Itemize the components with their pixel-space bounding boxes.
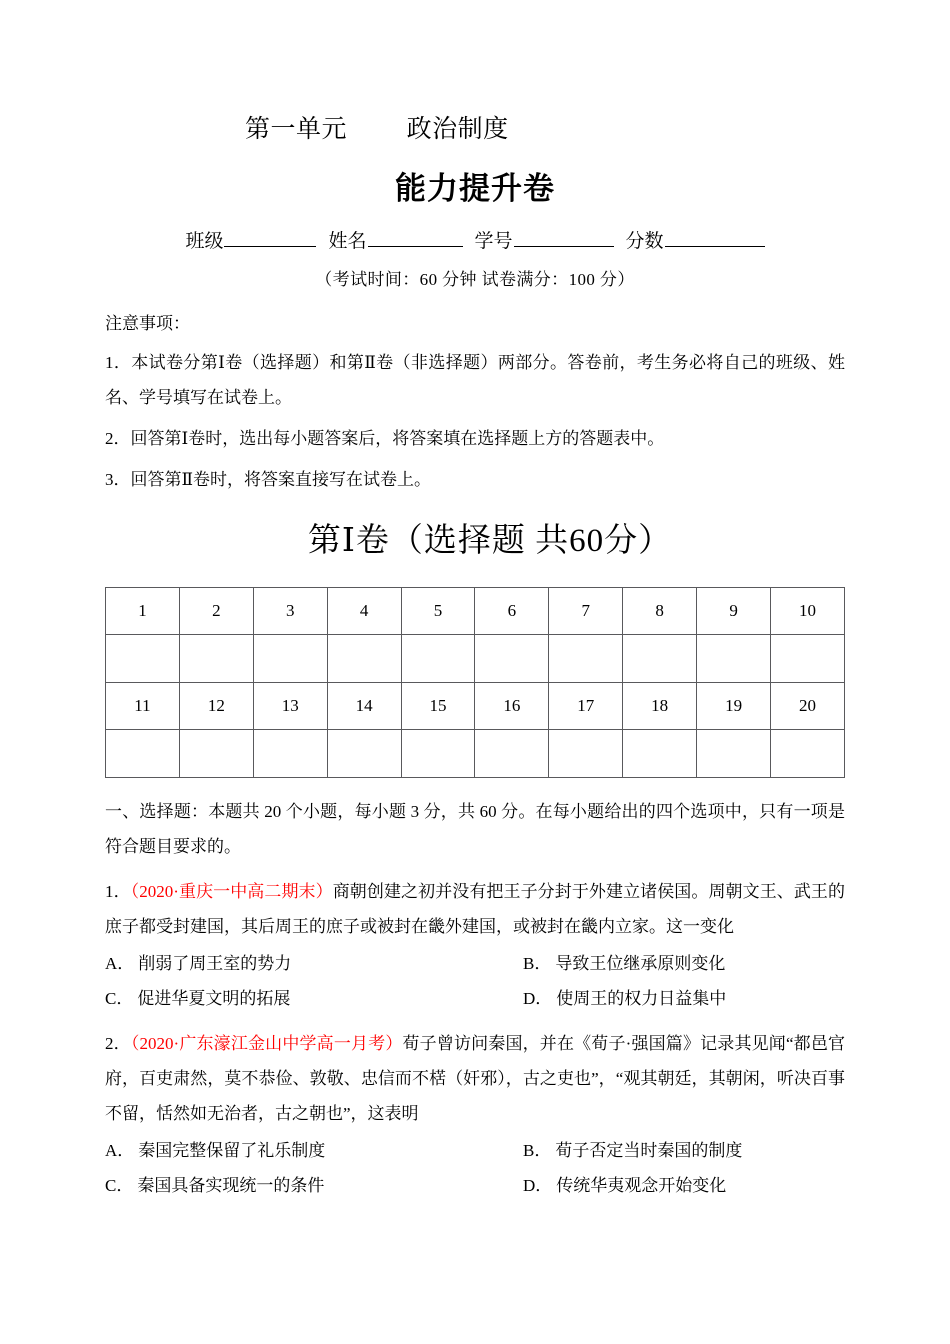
- question-number-cell: 10: [771, 588, 845, 635]
- question-1-source: （2020·重庆一中高二期末）: [130, 882, 333, 901]
- question-2-option-b[interactable]: [475, 1133, 845, 1168]
- section-heading-part-one: 第Ⅰ卷（选择题 共60分）: [307, 523, 673, 559]
- answer-sheet-table: [105, 587, 845, 778]
- answer-cell[interactable]: [327, 635, 401, 683]
- question-2: [105, 1016, 845, 1203]
- unit-title: 第一单元 政治制度: [245, 115, 509, 143]
- option-text: 导致王位继承原则变化: [555, 954, 726, 973]
- answer-cell[interactable]: [106, 635, 180, 683]
- question-number-cell: 9: [697, 588, 771, 635]
- question-number-cell: 14: [327, 683, 401, 730]
- answer-cell[interactable]: [475, 635, 549, 683]
- question-2-options: [105, 1131, 845, 1203]
- table-row: [106, 588, 845, 635]
- answer-cell[interactable]: [179, 730, 253, 778]
- question-2-option-a[interactable]: [105, 1133, 475, 1168]
- answer-cell[interactable]: [623, 730, 697, 778]
- table-row: [106, 635, 845, 683]
- notices-heading: 注意事项：: [105, 314, 190, 333]
- question-2-stem: 荀子曾访问秦国，并在《荀子·强国篇》记录其见闻“都邑官府，百吏肃然，莫不恭俭、敦敬、忠信而不楛（奸邪），古之吏也”，“观其朝廷，其朝闲，听决百事不留，恬然如无治者，古之朝也”，这表明: [105, 1034, 845, 1123]
- option-text: 削弱了周王室的势力: [138, 954, 292, 973]
- answer-sheet-body: [106, 588, 845, 778]
- option-text: 传统华夷观念开始变化: [556, 1176, 727, 1195]
- question-2-option-c[interactable]: [105, 1168, 475, 1203]
- answer-cell[interactable]: [401, 730, 475, 778]
- question-number-cell: 16: [475, 683, 549, 730]
- option-letter: D．: [523, 989, 553, 1008]
- notice-item-1: 1．本试卷分第Ⅰ卷（选择题）和第Ⅱ卷（非选择题）两部分。答卷前，考生务必将自己的班级、姓名、学号填写在试卷上。: [105, 353, 845, 407]
- question-1-options: [105, 944, 845, 1016]
- answer-cell[interactable]: [697, 635, 771, 683]
- question-number-cell: 8: [623, 588, 697, 635]
- exam-info: （考试时间：60 分钟 试卷满分：100 分）: [315, 270, 635, 289]
- question-2-number: 2．: [105, 1034, 131, 1053]
- answer-cell[interactable]: [106, 730, 180, 778]
- answer-cell[interactable]: [549, 635, 623, 683]
- answer-cell[interactable]: [697, 730, 771, 778]
- question-number-cell: 20: [771, 683, 845, 730]
- question-number-cell: 7: [549, 588, 623, 635]
- question-number-cell: 15: [401, 683, 475, 730]
- answer-cell[interactable]: [401, 635, 475, 683]
- question-number-cell: 2: [179, 588, 253, 635]
- question-number-cell: 4: [327, 588, 401, 635]
- question-1-option-c[interactable]: [105, 981, 475, 1016]
- question-2-option-d[interactable]: [475, 1168, 845, 1203]
- option-letter: B．: [523, 954, 552, 973]
- option-letter: C．: [105, 1176, 134, 1195]
- answer-cell[interactable]: [327, 730, 401, 778]
- question-1-option-a[interactable]: [105, 946, 475, 981]
- answer-cell[interactable]: [771, 730, 845, 778]
- option-letter: A．: [105, 954, 135, 973]
- option-text: 荀子否定当时秦国的制度: [555, 1141, 743, 1160]
- field-blank-score[interactable]: [665, 229, 765, 247]
- question-1-option-d[interactable]: [475, 981, 845, 1016]
- notice-item-3: 3．回答第Ⅱ卷时，将答案直接写在试卷上。: [105, 470, 432, 489]
- answer-cell[interactable]: [549, 730, 623, 778]
- table-row: [106, 683, 845, 730]
- field-blank-name[interactable]: [368, 229, 463, 247]
- notice-item-2: 2．回答第Ⅰ卷时，选出每小题答案后，将答案填在选择题上方的答题表中。: [105, 429, 665, 448]
- question-number-cell: 5: [401, 588, 475, 635]
- question-number-cell: 1: [106, 588, 180, 635]
- question-number-cell: 17: [549, 683, 623, 730]
- question-1-text: [105, 874, 845, 944]
- field-blank-class[interactable]: [224, 229, 316, 247]
- question-2-source: （2020·广东濠江金山中学高一月考）: [130, 1034, 403, 1053]
- identity-fields: [105, 210, 845, 257]
- question-number-cell: 18: [623, 683, 697, 730]
- answer-cell[interactable]: [179, 635, 253, 683]
- option-text: 促进华夏文明的拓展: [137, 989, 291, 1008]
- field-label-score: 分数: [625, 231, 664, 252]
- question-number-cell: 6: [475, 588, 549, 635]
- answer-cell[interactable]: [771, 635, 845, 683]
- field-blank-student-id[interactable]: [514, 229, 614, 247]
- option-letter: C．: [105, 989, 134, 1008]
- question-1-option-b[interactable]: [475, 946, 845, 981]
- question-1-number: 1．: [105, 882, 131, 901]
- question-number-cell: 12: [179, 683, 253, 730]
- answer-cell[interactable]: [253, 635, 327, 683]
- field-label-class: 班级: [185, 231, 224, 252]
- field-label-name: 姓名: [328, 231, 367, 252]
- option-text: 秦国完整保留了礼乐制度: [138, 1141, 326, 1160]
- answer-cell[interactable]: [253, 730, 327, 778]
- paper-title: 能力提升卷: [395, 171, 555, 206]
- question-number-cell: 11: [106, 683, 180, 730]
- answer-cell[interactable]: [623, 635, 697, 683]
- field-label-student-id: 学号: [474, 231, 513, 252]
- question-1: [105, 864, 845, 1016]
- question-number-cell: 19: [697, 683, 771, 730]
- option-letter: D．: [523, 1176, 553, 1195]
- option-text: 秦国具备实现统一的条件: [137, 1176, 325, 1195]
- option-text: 使周王的权力日益集中: [556, 989, 727, 1008]
- table-row: [106, 730, 845, 778]
- option-letter: A．: [105, 1141, 135, 1160]
- option-letter: B．: [523, 1141, 552, 1160]
- part-one-intro: 一、选择题：本题共 20 个小题，每小题 3 分，共 60 分。在每小题给出的四个选项中，只有一项是符合题目要求的。: [105, 802, 845, 856]
- question-number-cell: 13: [253, 683, 327, 730]
- question-1-stem: 商朝创建之初并没有把王子分封于外建立诸侯国。周朝文王、武王的庶子都受封建国，其后周王的庶子或被封在畿外建国，或被封在畿内立家。这一变化: [105, 882, 846, 936]
- question-number-cell: 3: [253, 588, 327, 635]
- question-2-text: [105, 1026, 845, 1131]
- answer-cell[interactable]: [475, 730, 549, 778]
